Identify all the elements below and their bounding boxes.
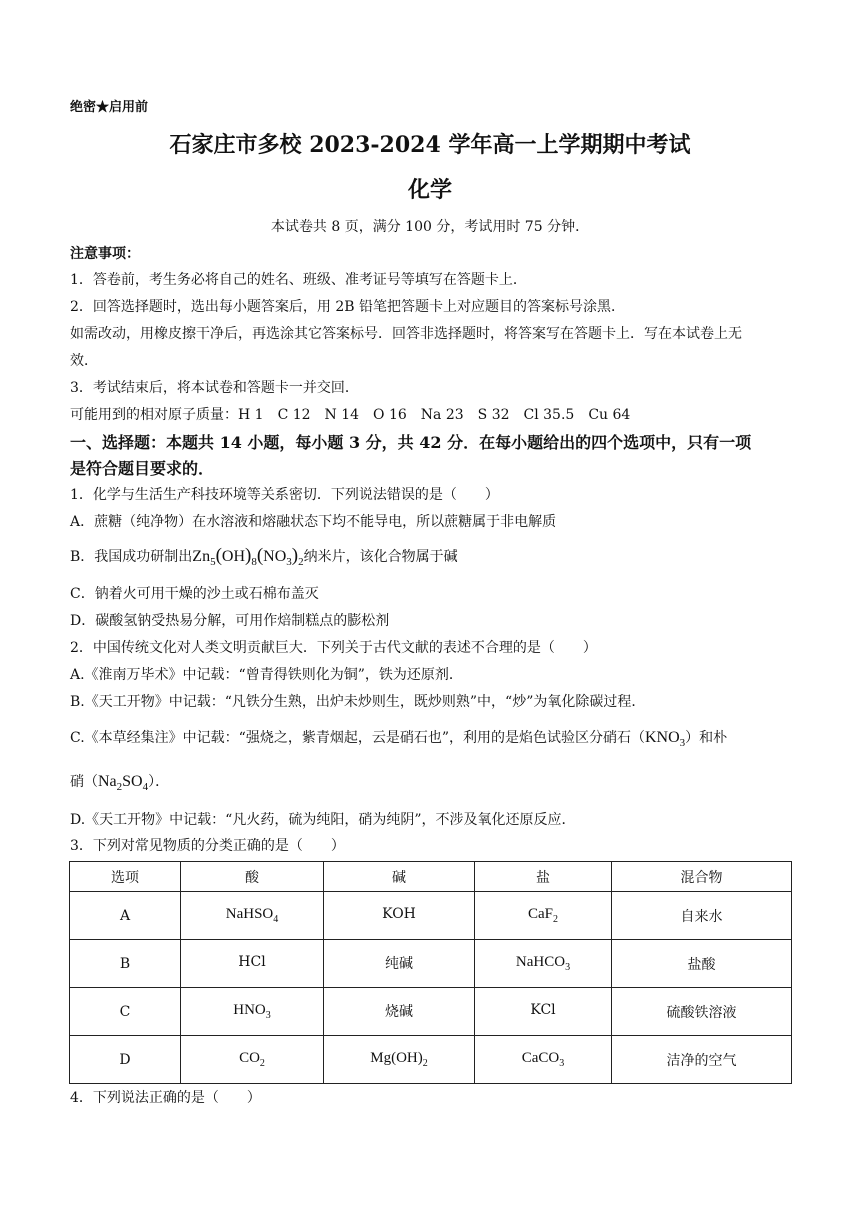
zinc-formula: $Zn_5(OH)_8(NO_3)_2$ [192,545,304,569]
cell-acid: HCl [181,940,324,988]
q2-option-c [70,728,727,753]
q1-option-d: D．碳酸氢钠受热易分解，可用作焙制糕点的膨松剂 [70,613,390,629]
q2-stem: 2．中国传统文化对人类文明贡献巨大．下列关于古代文献的表述不合理的是（ ） [70,640,597,656]
note-item: 效． [70,353,98,369]
q1-option-c: C．钠着火可用干燥的沙土或石棉布盖灭 [70,586,319,602]
table-row [70,1036,792,1084]
q2-option-c-text: C.《本草经集注》中记载：“强烧之，紫青烟起，云是硝石也”，利用的是焰色试验区分硝石（ [70,730,645,746]
q2-option-d: D.《天工开物》中记载：“凡火药，硫为纯阳，硝为纯阴”，不涉及氧化还原反应． [70,812,576,828]
q4-stem: 4．下列说法正确的是（ ） [70,1090,261,1106]
cell-option: A [70,892,181,940]
cell-mixture: 硫酸铁溶液 [612,988,792,1036]
cell-acid: $CO_2$ [181,1036,324,1084]
cell-option: D [70,1036,181,1084]
cell-salt: NaHCO$_3$ [475,940,612,988]
cell-acid: $HNO_3$ [181,988,324,1036]
subject-title: 化学 [407,177,452,203]
cell-acid: NaHSO$_4$ [181,892,324,940]
section-heading: 一、选择题：本题共 14 小题，每小题 3 分，共 42 分．在每小题给出的四个选项中，只有一项 [70,433,752,452]
confidential-label: 绝密★启用前 [70,100,149,115]
header-base: 碱 [324,862,475,892]
q2-option-a: A.《淮南万毕术》中记载：“曾青得铁则化为铜”，铁为还原剂． [70,667,463,683]
q1-option-b-text: B．我国成功研制出 [70,549,193,565]
cell-base: 纯碱 [324,940,475,988]
note-item: 如需改动，用橡皮擦干净后，再选涂其它答案标号．回答非选择题时，将答案写在答题卡上．写在本试卷上无 [70,326,742,342]
cell-base: KOH [324,892,475,940]
header-acid: 酸 [181,862,324,892]
q1-option-a: A．蔗糖（纯净物）在水溶液和熔融状态下均不能导电，所以蔗糖属于非电解质 [70,514,557,530]
q1-stem: 1．化学与生活生产科技环境等关系密切．下列说法错误的是（ ） [70,487,499,503]
cell-base: 烧碱 [324,988,475,1036]
cell-option: B [70,940,181,988]
table-row [70,940,792,988]
classification-table [69,861,792,1084]
cell-mixture: 洁净的空气 [612,1036,792,1084]
header-salt: 盐 [475,862,612,892]
cell-mixture: 自来水 [612,892,792,940]
atomic-masses: 可能用到的相对原子质量：H 1 C 12 N 14 O 16 Na 23 S 32 Cl 35.5 Cu 64 [70,407,631,423]
cell-base: $Mg(OH)_2$ [324,1036,475,1084]
cell-mixture: 盐酸 [612,940,792,988]
header-option: 选项 [70,862,181,892]
q2-option-c-cont [70,772,169,797]
q2-option-b: B.《天工开物》中记载：“凡铁分生熟，出炉未炒则生，既炒则熟”中，“炒”为氧化除碳过程． [70,694,646,710]
na2so4-formula: $Na_2SO_4$ [98,773,149,794]
table-row [70,892,792,940]
q1-option-b [70,546,458,572]
exam-title: 石家庄市多校 2023-2024 学年高一上学期期中考试 [169,132,691,158]
q3-stem: 3．下列对常见物质的分类正确的是（ ） [70,838,345,854]
cell-salt: KCl [475,988,612,1036]
note-item: 1．答卷前，考生务必将自己的姓名、班级、准考证号等填写在答题卡上． [70,272,527,288]
exam-info: 本试卷共 8 页，满分 100 分，考试用时 75 分钟． [270,219,590,235]
header-mixture: 混合物 [612,862,792,892]
q1-option-b-text-end: 纳米片，该化合物属于碱 [303,549,458,565]
q2-option-c-text-end: ）和朴 [685,730,728,746]
kno3-formula: $KNO_3$ [644,729,686,750]
cell-salt: CaF$_2$ [475,892,612,940]
table-row [70,988,792,1036]
cell-salt: CaCO$_3$ [475,1036,612,1084]
section-heading-cont: 是符合题目要求的． [70,459,215,478]
q2-option-c-cont-end: ）． [148,774,170,790]
table-header-row [70,862,792,892]
note-item: 2．回答选择题时，选出每小题答案后，用 2B 铅笔把答题卡上对应题目的答案标号涂黑． [70,299,626,315]
note-item: 3．考试结束后，将本试卷和答题卡一并交回． [70,380,359,396]
q2-option-c-cont-text: 硝（ [70,774,98,790]
cell-option: C [70,988,181,1036]
notes-heading: 注意事项： [70,246,140,262]
